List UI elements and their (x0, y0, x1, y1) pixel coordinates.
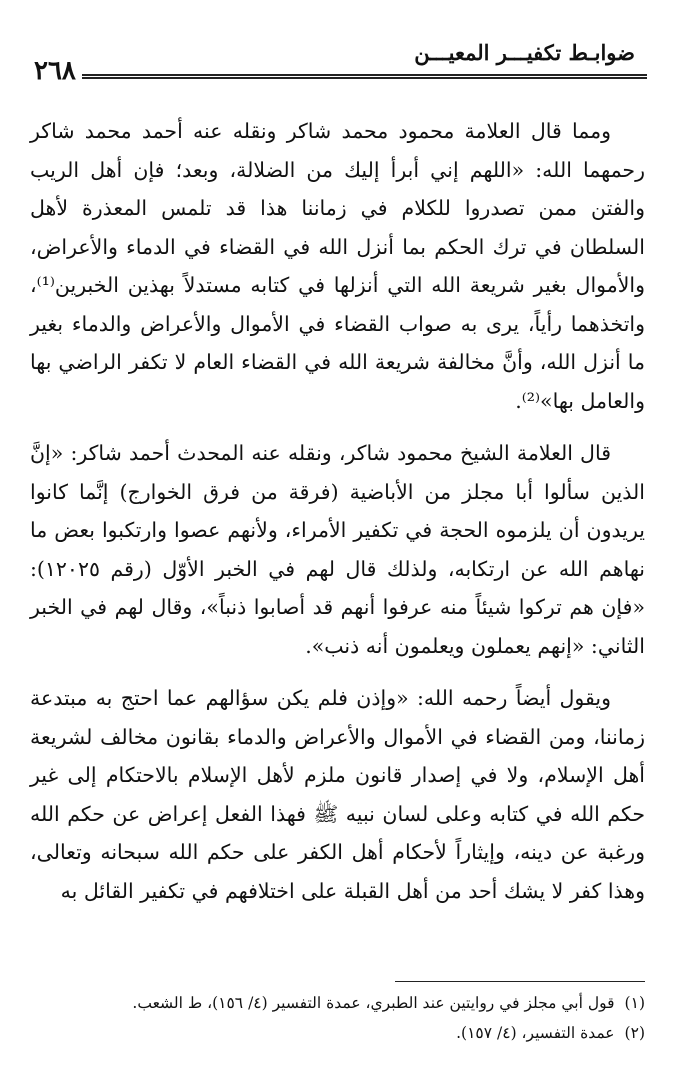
footnotes (30, 988, 645, 1048)
paragraph-1: ومما قال العلامة محمود محمد شاكر ونقله عنه أحمد محمد شاكر رحمهما الله: «اللهم إني أبرأ إليك من الضلالة، وبعد؛ فإن أهل الريب والفتن ممن تصدروا للكلام في زماننا هذا قد تلمس المعذرة لأهل السلطان في ترك الحكم بما أنزل الله في القضاء في الدماء والأعراض، والأموال بغير شريعة الله التي أنزلها في كتابه مستدلاً بهذين الخبرين⁽¹⁾، واتخذهما رأياً، يرى به صواب القضاء في الأموال والأعراض والدماء بغير ما أنزل الله، وأنَّ مخالفة شريعة الله في القضاء العام لا تكفر الراضي بها والعامل بها»⁽²⁾. (30, 119, 645, 413)
footnote-1-mark: (١) (624, 994, 645, 1012)
page-number: ٢٦٨ (28, 56, 82, 86)
header-rule (28, 74, 647, 79)
paragraph-2: قال العلامة الشيخ محمود شاكر، ونقله عنه المحدث أحمد شاكر: «إنَّ الذين سألوا أبا مجلز من الأباضية (فرقة من فرق الخوارج) إنَّما كانوا يريدون أن يلزموه الحجة في تكفير الأمراء، ولأنهم عصوا وارتكبوا بعض ما نهاهم الله عن ارتكابه، ولذلك قال لهم في الخبر الأوّل (رقم ١٢٠٢٥): «فإن هم تركوا شيئاً منه عرفوا أنهم قد أصابوا ذنباً»، وقال لهم في الخبر الثاني: «إنهم يعملون ويعلمون أنه ذنب». (30, 441, 645, 658)
footnote-2 (30, 1018, 645, 1048)
paragraph-3: ويقول أيضاً رحمه الله: «وإذن فلم يكن سؤالهم عما احتج به مبتدعة زماننا، ومن القضاء في الأموال والأعراض والدماء بقانون مخالف لشريعة أهل الإسلام، ولا في إصدار قانون ملزم لأهل الإسلام بالاحتكام إلى غير حكم الله في كتابه وعلى لسان نبيه ﷺ فهذا الفعل إعراض عن حكم الله ورغبة عن دينه، وإيثاراً لأحكام أهل الكفر على حكم الله سبحانه وتعالى، وهذا كفر لا يشك أحد من أهل القبلة على اختلافهم في تكفير القائل به (30, 686, 645, 903)
running-title: ضوابـط تكفيـــر المعيـــن (414, 40, 635, 65)
footnote-2-text: عمدة التفسير، (٤/ ١٥٧). (456, 1024, 615, 1042)
footnote-1 (30, 988, 645, 1018)
page-header (28, 40, 647, 92)
footnote-2-mark: (٢) (624, 1024, 645, 1042)
footnote-separator (395, 981, 645, 982)
body-text (30, 112, 645, 924)
footnote-1-text: قول أبي مجلز في روايتين عند الطبري، عمدة التفسير (٤/ ١٥٦)، ط الشعب. (132, 994, 615, 1012)
